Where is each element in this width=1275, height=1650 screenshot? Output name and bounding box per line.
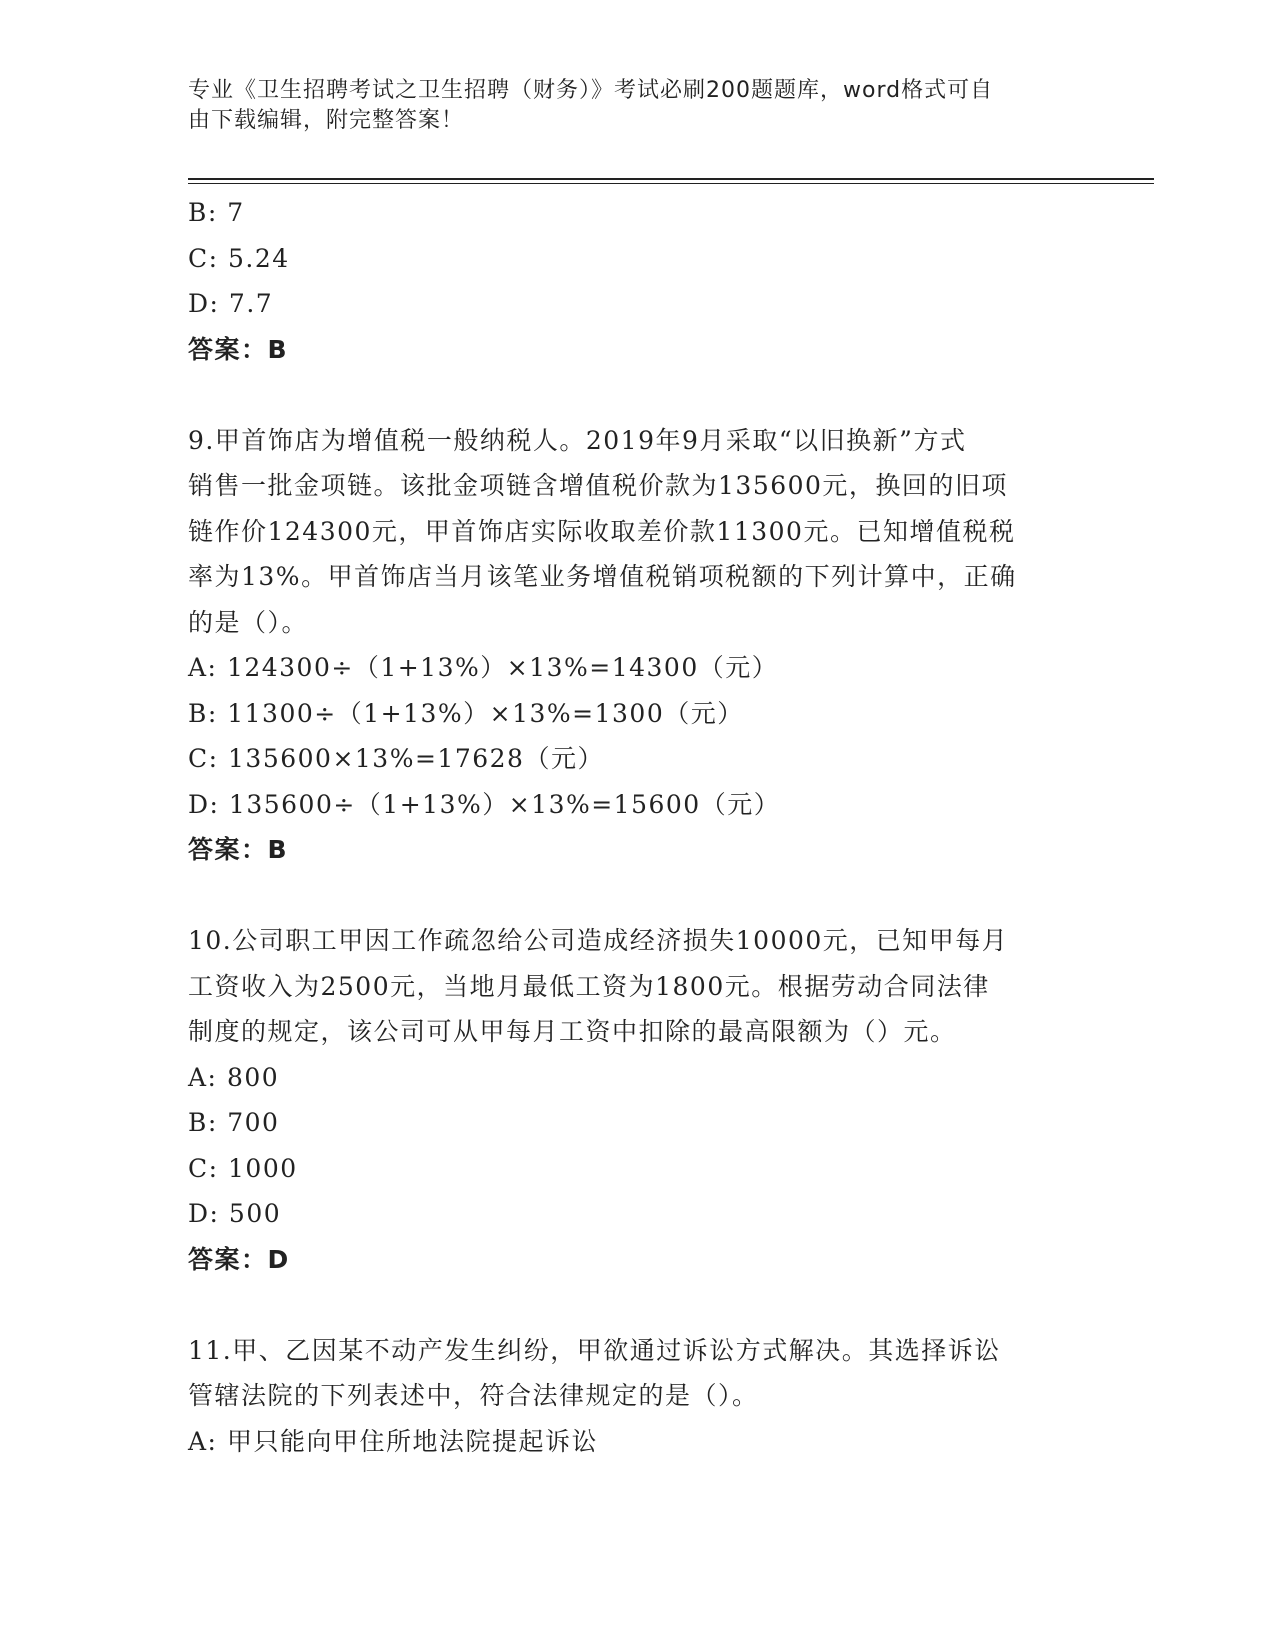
option-label: C: (188, 243, 219, 273)
spacer (188, 1282, 1088, 1328)
option-label: C: (188, 1153, 219, 1183)
answer-line: 答案：B (188, 835, 289, 864)
question-stem-line: 制度的规定，该公司可从甲每月工资中扣除的最高限额为（）元。 (188, 1017, 957, 1046)
question-stem-line: 11.甲、乙因某不动产发生纠纷，甲欲通过诉讼方式解决。其选择诉讼 (188, 1335, 1001, 1365)
answer-line: 答案：D (188, 1244, 290, 1274)
option-text: 800 (226, 1062, 280, 1092)
answer-line: 答案：B (188, 334, 289, 364)
question-11 (188, 1328, 1088, 1465)
option-b (188, 190, 1088, 236)
option-a (188, 1419, 1088, 1465)
option-a (188, 645, 1088, 691)
document-header (188, 76, 1088, 136)
header-divider-thick (188, 178, 1154, 180)
option-c (188, 236, 1088, 282)
option-text: 1000 (228, 1153, 298, 1183)
header-divider-thin (188, 183, 1154, 184)
question-stem-line: 9.甲首饰店为增值税一般纳税人。2019年9月采取“以旧换新”方式 (188, 425, 967, 455)
option-label: D: (188, 1199, 220, 1228)
option-b (188, 691, 1088, 737)
option-text: 124300÷（1+13%）×13%=14300（元） (226, 653, 779, 682)
option-text: 700 (227, 1108, 280, 1137)
question-stem-line: 销售一批金项链。该批金项链含增值税价款为135600元，换回的旧项 (188, 471, 1008, 500)
question-stem-line: 10.公司职工甲因工作疏忽给公司造成经济损失10000元，已知甲每月 (188, 926, 1009, 955)
option-c (188, 1146, 1088, 1192)
option-d (188, 782, 1088, 828)
option-label: A: (188, 653, 218, 682)
option-text: 甲只能向甲住所地法院提起诉讼 (226, 1426, 598, 1456)
option-text: 135600÷（1+13%）×13%=15600（元） (228, 789, 781, 819)
option-text: 7.7 (228, 289, 274, 318)
questions-content (188, 190, 1088, 1464)
option-a (188, 1055, 1088, 1101)
question-stem-line: 管辖法院的下列表述中，符合法律规定的是（）。 (188, 1381, 759, 1410)
option-c (188, 736, 1088, 782)
option-d (188, 281, 1088, 327)
option-b (188, 1100, 1088, 1146)
option-label: C: (188, 744, 219, 773)
header-line-1: 专业《卫生招聘考试之卫生招聘（财务）》考试必刷200题题库，word格式可自 (188, 78, 994, 103)
option-label: A: (188, 1426, 218, 1456)
option-text: 5.24 (228, 243, 290, 273)
question-stem-line: 链作价124300元，甲首饰店实际收取差价款11300元。已知增值税税 (188, 516, 1016, 546)
option-text: 500 (228, 1199, 282, 1228)
header-line-2: 由下载编辑，附完整答案！ (188, 108, 465, 133)
spacer (188, 873, 1088, 919)
option-text: 11300÷（1+13%）×13%=1300（元） (227, 698, 744, 728)
question-stem-line: 工资收入为2500元，当地月最低工资为1800元。根据劳动合同法律 (188, 971, 990, 1001)
prev-question-options (188, 190, 1088, 327)
option-text: 7 (227, 198, 245, 227)
option-label: D: (188, 789, 220, 819)
option-label: B: (188, 698, 218, 728)
question-stem-line: 的是（）。 (188, 607, 309, 637)
option-text: 135600×13%=17628（元） (228, 744, 604, 773)
option-label: D: (188, 289, 220, 318)
option-d (188, 1191, 1088, 1237)
option-label: B: (188, 1108, 218, 1137)
option-label: B: (188, 198, 218, 227)
spacer (188, 372, 1088, 418)
question-10 (188, 918, 1088, 1282)
question-stem-line: 率为13%。甲首饰店当月该笔业务增值税销项税额的下列计算中，正确 (188, 562, 1017, 591)
option-label: A: (188, 1062, 218, 1092)
question-9 (188, 418, 1088, 873)
